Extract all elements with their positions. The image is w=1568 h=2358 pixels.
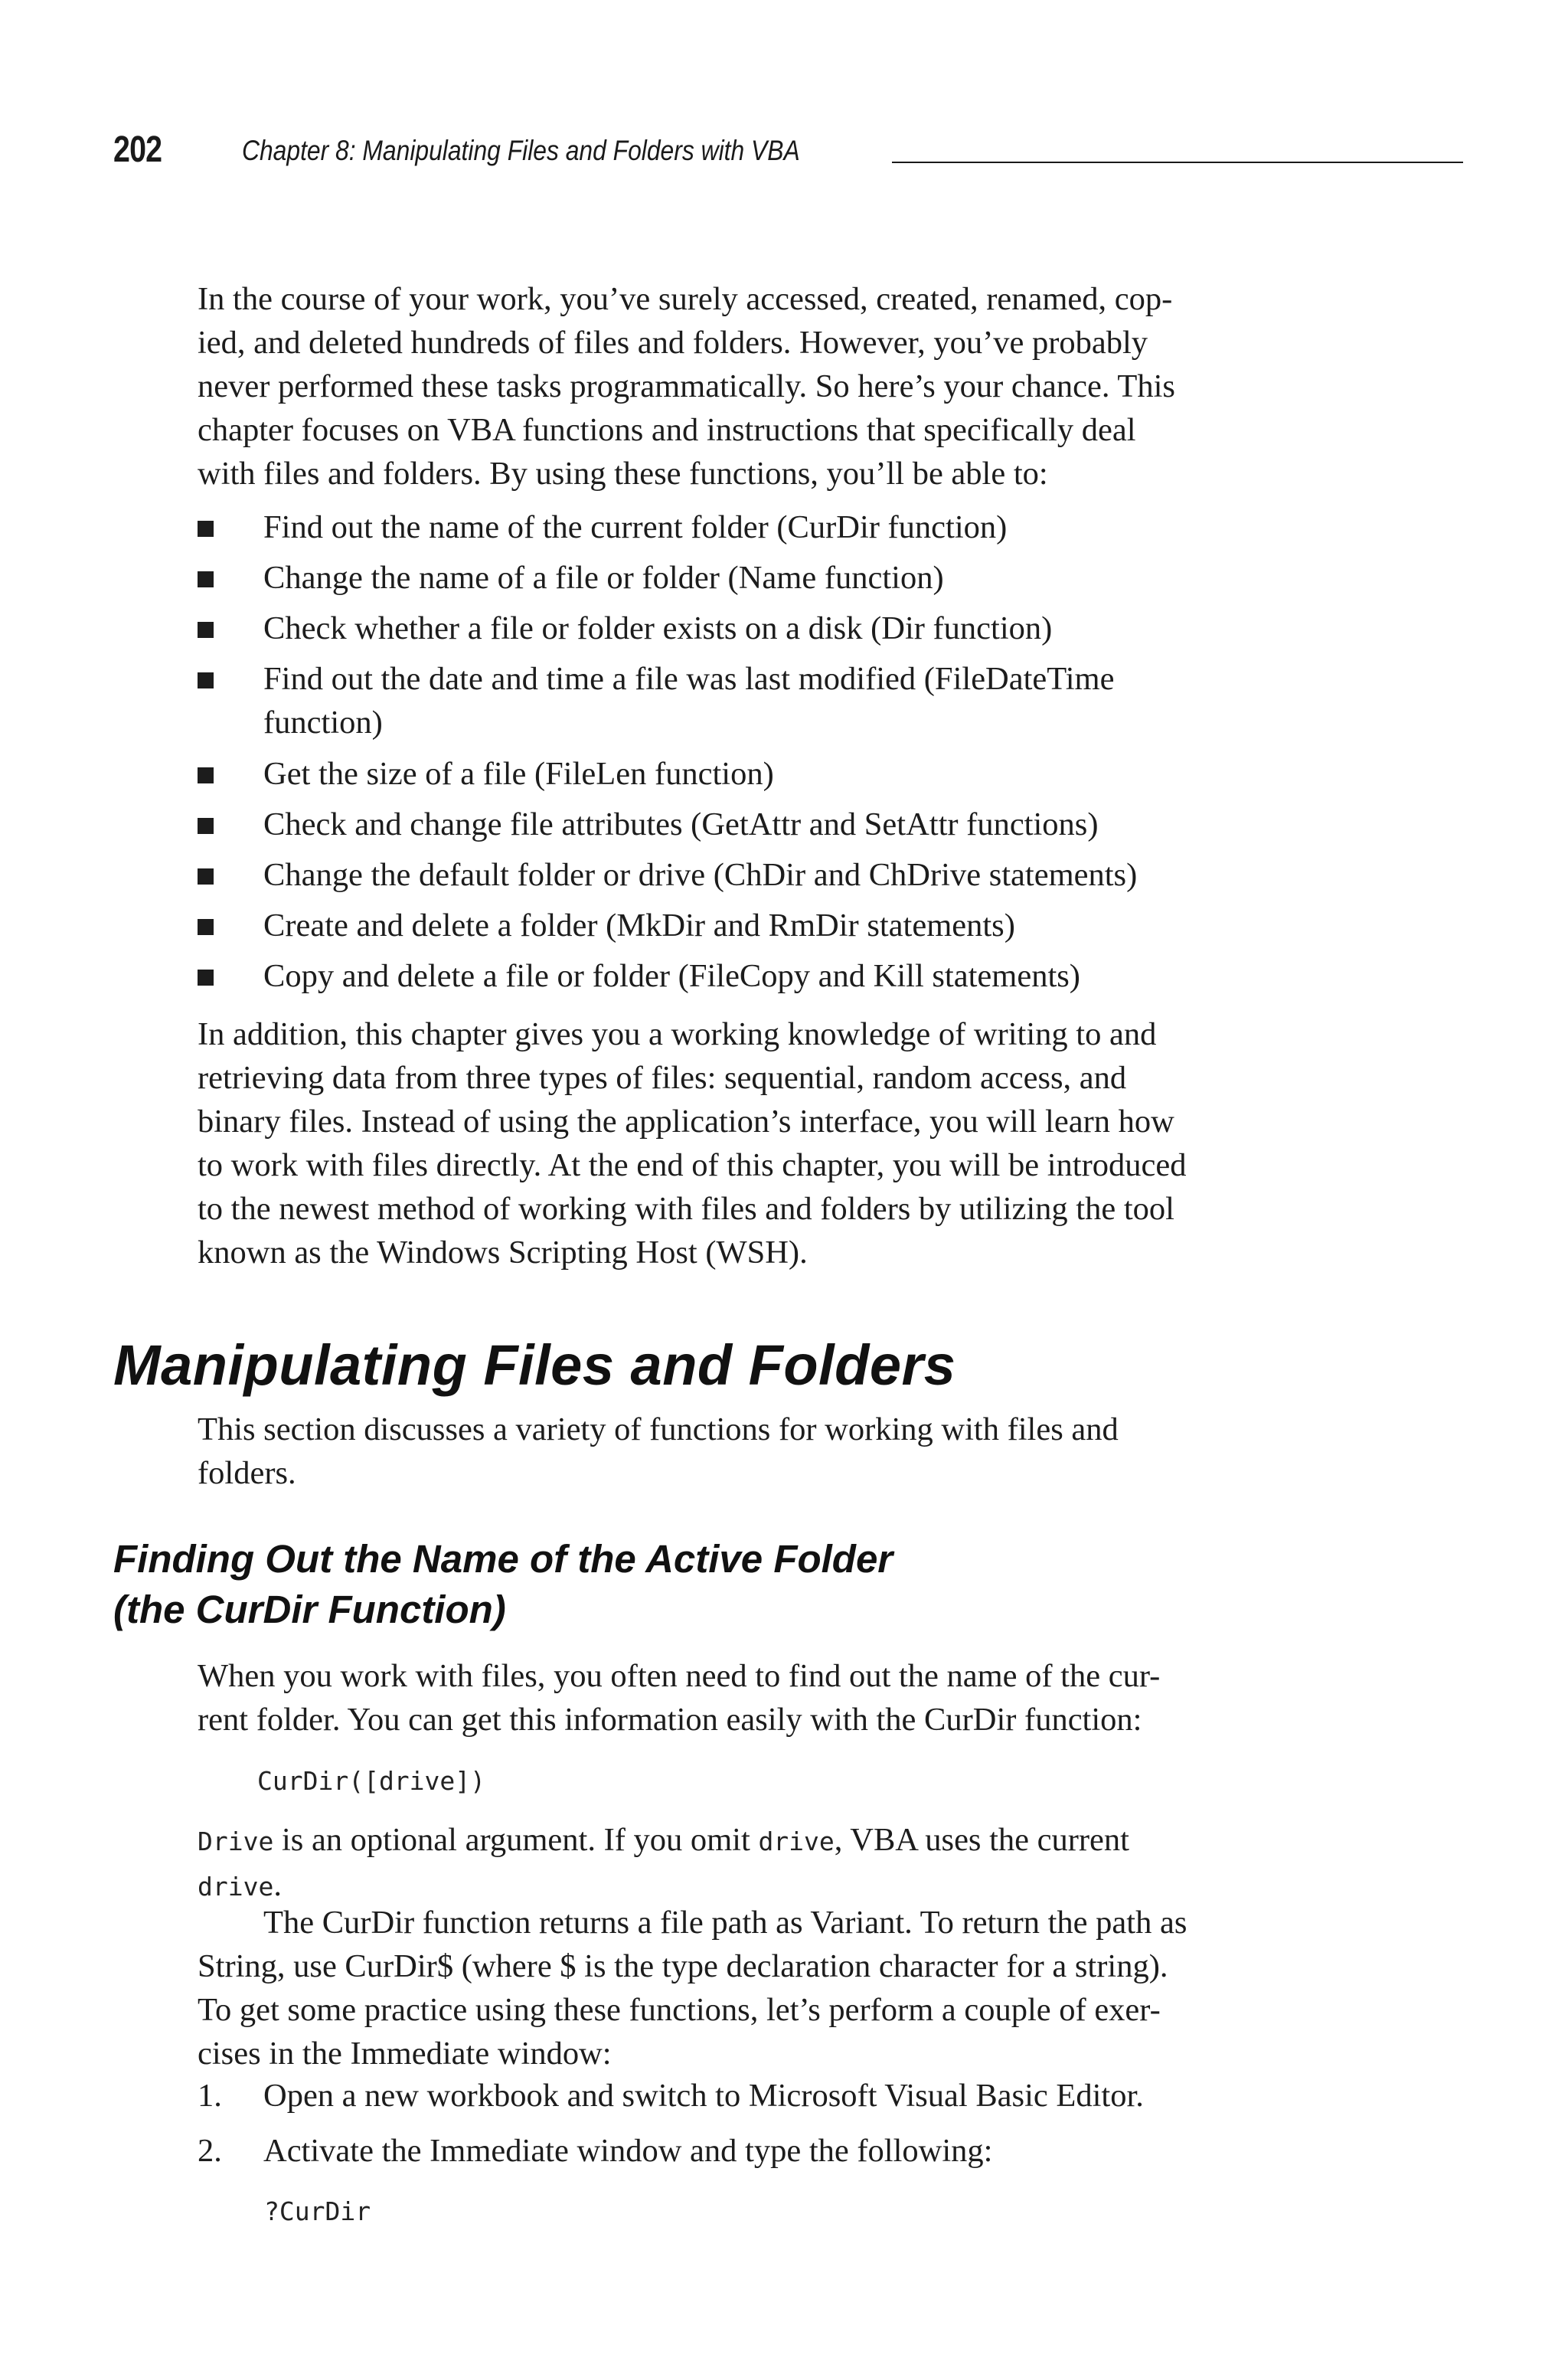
text-line: rent folder. You can get this information easily with the CurDir function: bbox=[198, 1702, 1142, 1738]
list-item-text: Change the name of a file or folder (Name function) bbox=[263, 560, 944, 596]
inline-code: drive bbox=[758, 1827, 835, 1856]
numbered-step bbox=[198, 2074, 1144, 2118]
text-line: To get some practice using these functions, let’s perform a couple of exer- bbox=[198, 1992, 1161, 2028]
text-line: ied, and deleted hundreds of files and folders. However, you’ve probably bbox=[198, 325, 1148, 361]
list-item-text: Change the default folder or drive (ChDir and ChDrive statements) bbox=[263, 857, 1138, 893]
text-line: When you work with files, you often need to find out the name of the cur- bbox=[198, 1658, 1161, 1694]
section-heading: Manipulating Files and Folders bbox=[113, 1333, 956, 1397]
text-line: with files and folders. By using these functions, you’ll be able to: bbox=[198, 456, 1048, 492]
list-item-text: Check and change file attributes (GetAttr and SetAttr functions) bbox=[263, 806, 1099, 842]
numbered-step bbox=[198, 2129, 992, 2173]
heading-line: (the CurDir Function) bbox=[113, 1588, 506, 1631]
curdir-intro bbox=[198, 1654, 1377, 1742]
text-line: This section discusses a variety of functions for working with files and bbox=[198, 1411, 1119, 1447]
list-item-text: Find out the name of the current folder (CurDir function) bbox=[263, 509, 1008, 545]
text-line: cises in the Immediate window: bbox=[198, 2036, 612, 2072]
list-item-text-continued: function) bbox=[263, 705, 383, 741]
note-text: , VBA uses the current bbox=[834, 1822, 1129, 1858]
text-line: In the course of your work, you’ve surely accessed, created, renamed, cop- bbox=[198, 281, 1173, 317]
note-text: is an optional argument. If you omit bbox=[273, 1822, 759, 1858]
text-line: to work with files directly. At the end of this chapter, you will be introduced bbox=[198, 1147, 1187, 1183]
curdir-paragraph bbox=[198, 1901, 1377, 2075]
text-line: never performed these tasks programmatically. So here’s your chance. This bbox=[198, 368, 1175, 404]
bullet-icon bbox=[198, 868, 214, 885]
heading-line: Finding Out the Name of the Active Folder bbox=[113, 1537, 893, 1581]
list-item-text: Copy and delete a file or folder (FileCopy and Kill statements) bbox=[263, 958, 1080, 994]
section-intro bbox=[198, 1408, 1377, 1495]
step-text: Open a new workbook and switch to Microsoft Visual Basic Editor. bbox=[263, 2078, 1144, 2114]
step-number: 2. bbox=[198, 2133, 222, 2169]
drive-note bbox=[198, 1818, 1377, 1908]
list-item-text: Get the size of a file (FileLen function) bbox=[263, 756, 774, 792]
text-line: String, use CurDir$ (where $ is the type declaration character for a string). bbox=[198, 1948, 1168, 1984]
bullet-icon bbox=[198, 818, 214, 834]
list-item-text: Find out the date and time a file was last modified (FileDateTime bbox=[263, 661, 1115, 697]
text-line: The CurDir function returns a file path as Variant. To return the path as bbox=[263, 1905, 1187, 1941]
addition-paragraph bbox=[198, 1012, 1377, 1274]
text-line: In addition, this chapter gives you a working knowledge of writing to and bbox=[198, 1016, 1157, 1052]
list-item-text: Create and delete a folder (MkDir and RmDir statements) bbox=[263, 908, 1015, 944]
bullet-icon bbox=[198, 521, 214, 537]
bullet-icon bbox=[198, 622, 214, 638]
chapter-title: Chapter 8: Manipulating Files and Folders with VBA bbox=[242, 135, 800, 166]
bullet-icon bbox=[198, 571, 214, 587]
note-text: . bbox=[273, 1867, 282, 1903]
step-text: Activate the Immediate window and type the following: bbox=[263, 2133, 993, 2169]
subsection-heading bbox=[113, 1534, 893, 1635]
syntax-code: CurDir([drive]) bbox=[257, 1766, 486, 1796]
bullet-icon bbox=[198, 672, 214, 688]
page-number: 202 bbox=[113, 129, 162, 170]
inline-code: drive bbox=[198, 1872, 274, 1902]
step-number: 1. bbox=[198, 2078, 222, 2114]
bullet-icon bbox=[198, 919, 214, 935]
text-line: retrieving data from three types of files: sequential, random access, and bbox=[198, 1060, 1127, 1096]
text-line: binary files. Instead of using the application’s interface, you will learn how bbox=[198, 1104, 1174, 1140]
text-line: chapter focuses on VBA functions and instructions that specifically deal bbox=[198, 412, 1136, 448]
text-line: folders. bbox=[198, 1455, 296, 1491]
bullet-icon bbox=[198, 767, 214, 783]
intro-paragraph bbox=[198, 277, 1377, 495]
bullet-icon bbox=[198, 970, 214, 986]
list-item-text: Check whether a file or folder exists on a disk (Dir function) bbox=[263, 610, 1053, 646]
header-rule bbox=[892, 162, 1463, 163]
running-header bbox=[113, 129, 1350, 175]
immediate-code: ?CurDir bbox=[264, 2196, 371, 2226]
text-line: to the newest method of working with files and folders by utilizing the tool bbox=[198, 1191, 1174, 1227]
text-line bbox=[198, 1818, 1377, 1863]
inline-code: Drive bbox=[198, 1827, 274, 1856]
text-line: known as the Windows Scripting Host (WSH). bbox=[198, 1235, 808, 1271]
